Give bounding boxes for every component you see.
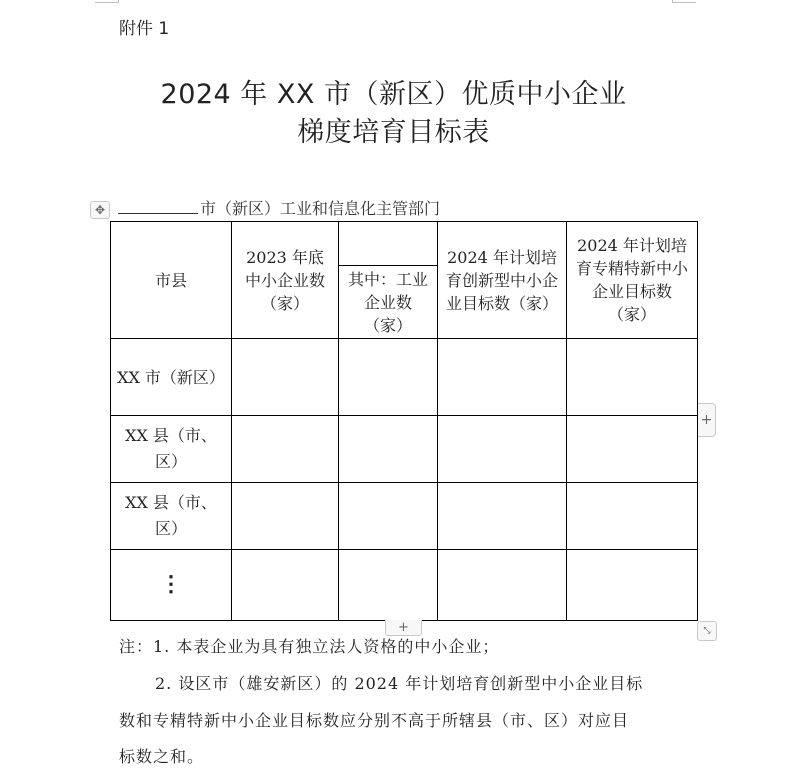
row-name: XX 县（市、区） [125,426,217,471]
data-cell[interactable] [232,416,339,483]
header-innovative-target-2024[interactable] [438,222,567,339]
data-cell[interactable] [438,550,567,621]
data-cell[interactable] [567,550,698,621]
table-row [111,550,698,621]
data-cell[interactable] [438,339,567,416]
data-cell[interactable] [232,483,339,550]
header-specialized-target-text: 2024 年计划培育专精特新中小企业目标数（家） [575,236,688,324]
target-table [110,221,698,621]
vertical-ellipsis-icon: ⋮ [160,571,182,597]
title-line-2: 梯度培育目标表 [297,117,490,148]
data-cell[interactable] [339,550,438,621]
data-cell[interactable] [232,339,339,416]
table-row [111,339,698,416]
data-cell[interactable] [339,483,438,550]
header-city-county-text: 市县 [154,270,187,290]
note-line-1: 注：1. 本表企业为具有独立法人资格的中小企业； [119,637,500,656]
note-line-2: 2. 设区市（雄安新区）的 2024 年计划培育创新型中小企业目标 [155,674,644,693]
data-cell[interactable] [438,483,567,550]
data-cell[interactable] [339,339,438,416]
data-cell[interactable] [567,483,698,550]
table-move-handle-icon[interactable]: ✥ [90,201,110,219]
attachment-label: 附件 1 [119,19,170,39]
page-corner-mark-left [95,0,119,3]
table-row [111,483,698,550]
row-name: XX 市（新区） [117,367,225,387]
header-industrial-count[interactable] [339,266,438,339]
data-cell[interactable] [438,416,567,483]
row-name-cell[interactable] [111,416,232,483]
row-name-cell[interactable] [111,550,232,621]
header-innovative-target-text: 2024 年计划培育创新型中小企业目标数（家） [445,247,558,313]
page-corner-mark-right [672,0,696,3]
department-text: 市（新区）工业和信息化主管部门 [200,199,441,218]
department-line [118,196,440,219]
data-cell[interactable] [232,550,339,621]
data-cell[interactable] [567,416,698,483]
note-line-3: 数和专精特新中小企业目标数应分别不高于所辖县（市、区）对应目 [119,711,630,730]
table-row [111,416,698,483]
title-line-1: 2024 年 XX 市（新区）优质中小企业 [160,79,627,110]
header-empty-merged-cell[interactable] [339,222,438,266]
department-blank-field[interactable] [118,198,198,214]
data-cell[interactable] [567,339,698,416]
header-sme-count-2023[interactable] [232,222,339,339]
add-column-button[interactable]: + [698,403,716,437]
header-sme-count-2023-text: 2023 年底中小企业数（家） [244,247,325,313]
header-industrial-count-text: 其中：工业企业数（家） [347,269,428,335]
row-name: XX 县（市、区） [125,493,217,538]
document-title [0,76,787,152]
header-city-county[interactable] [111,222,232,339]
data-cell[interactable] [339,416,438,483]
add-row-button[interactable]: + [385,620,422,636]
header-specialized-target-2024[interactable] [567,222,698,339]
row-name-cell[interactable] [111,339,232,416]
row-name-cell[interactable] [111,483,232,550]
note-line-4: 标数之和。 [119,747,205,766]
table-resize-handle-icon[interactable]: ⤡ [697,621,717,641]
